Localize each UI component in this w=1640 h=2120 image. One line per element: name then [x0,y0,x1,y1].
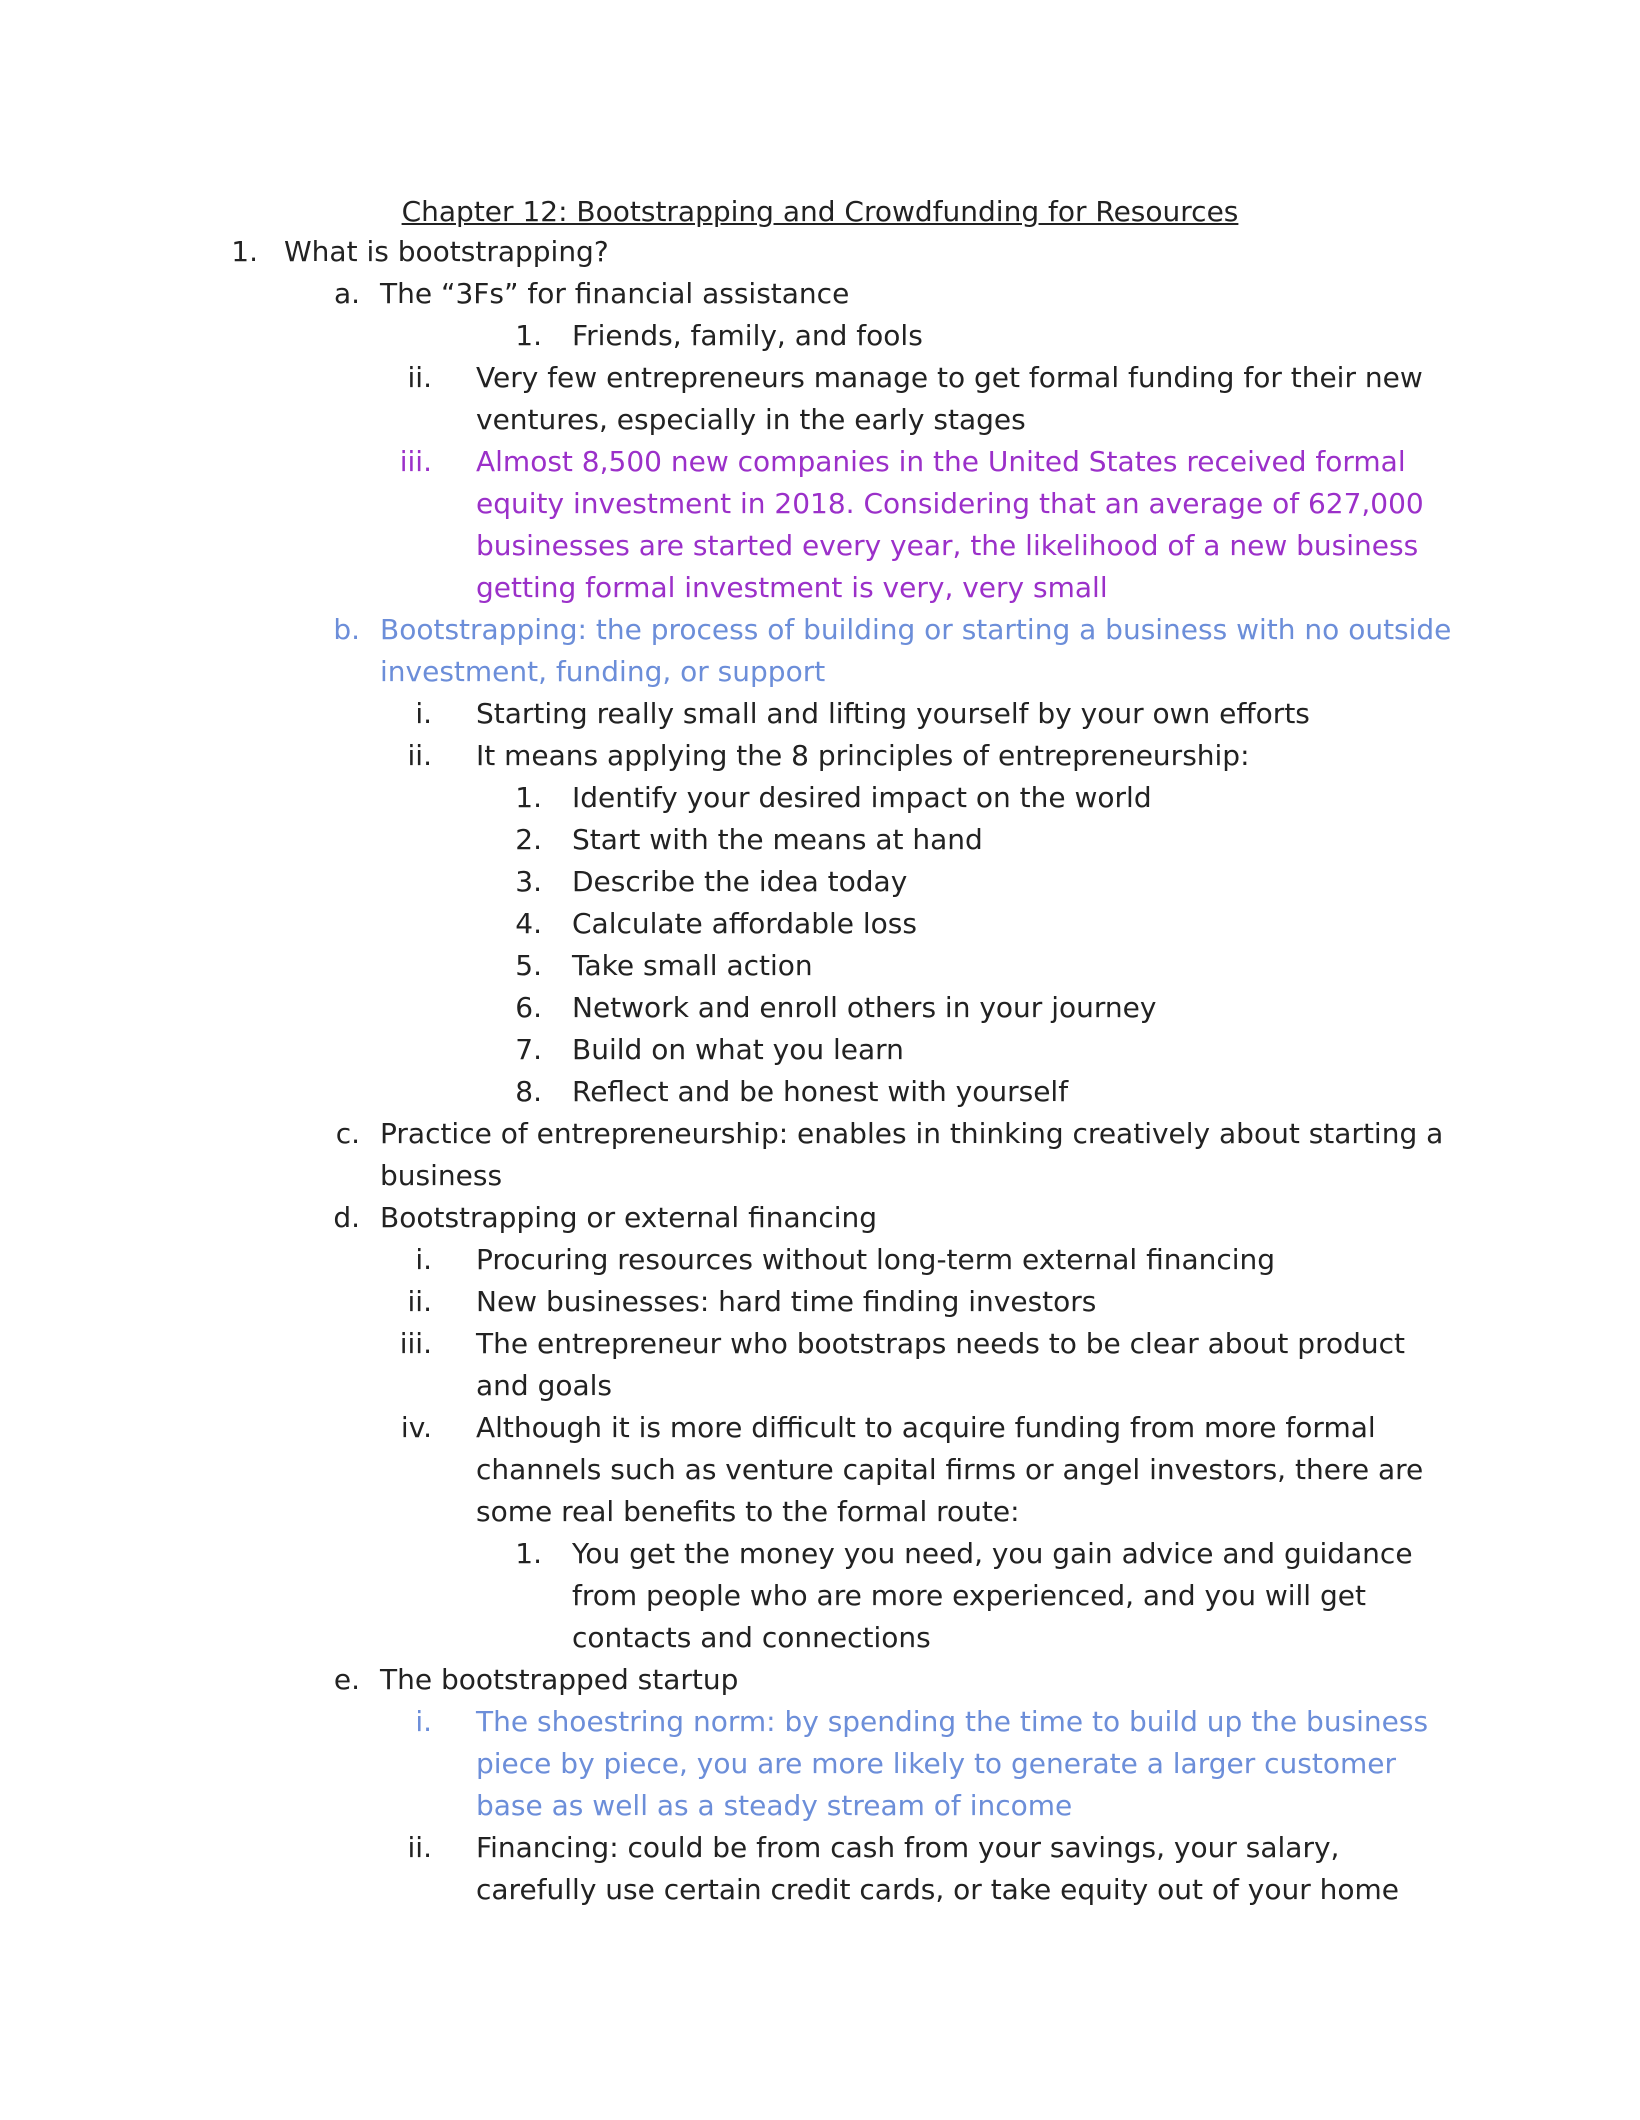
list-item: Bootstrapping: the process of building or starting a business with no outside [380,613,1452,646]
list-item: carefully use certain credit cards, or take equity out of your home [476,1873,1400,1906]
list-item: getting formal investment is very, very small [476,571,1108,604]
list-marker: 1. [515,781,542,814]
list-marker: 6. [515,991,542,1024]
list-item: piece by piece, you are more likely to generate a larger customer [476,1747,1396,1780]
list-item: New businesses: hard time finding investors [476,1285,1097,1318]
list-item: Calculate affordable loss [572,907,917,940]
list-marker: ii. [407,361,432,394]
list-marker: ii. [407,1831,432,1864]
list-item: Starting really small and lifting yourself by your own efforts [476,697,1310,730]
list-item: Procuring resources without long-term external financing [476,1243,1276,1276]
list-item: channels such as venture capital firms or angel investors, there are [476,1453,1424,1486]
list-marker: 3. [515,865,542,898]
list-item: contacts and connections [572,1621,931,1654]
list-item: Very few entrepreneurs manage to get formal funding for their new [476,361,1423,394]
list-marker: 5. [515,949,542,982]
list-item: ventures, especially in the early stages [476,403,1026,436]
list-item: Build on what you learn [572,1033,904,1066]
list-item: Identify your desired impact on the world [572,781,1152,814]
list-marker: d. [333,1201,360,1234]
list-marker: a. [333,277,360,310]
list-marker: b. [333,613,360,646]
list-marker: 4. [515,907,542,940]
list-item: Friends, family, and fools [572,319,923,352]
list-item: Bootstrapping or external financing [380,1201,878,1234]
list-item: Although it is more difficult to acquire funding from more formal [476,1411,1376,1444]
list-marker: ii. [407,739,432,772]
list-item: and goals [476,1369,613,1402]
list-marker: iii. [399,445,432,478]
list-item: base as well as a steady stream of income [476,1789,1073,1822]
list-marker: 2. [515,823,542,856]
list-item: It means applying the 8 principles of entrepreneurship: [476,739,1250,772]
list-item: Describe the idea today [572,865,908,898]
list-marker: ii. [407,1285,432,1318]
list-marker: 1. [231,235,258,268]
list-marker: i. [415,697,432,730]
list-item: Take small action [572,949,813,982]
list-item: The bootstrapped startup [380,1663,739,1696]
list-item: You get the money you need, you gain advice and guidance [572,1537,1413,1570]
page-title: Chapter 12: Bootstrapping and Crowdfunding for Resources [401,195,1239,228]
list-marker: 1. [515,319,542,352]
list-item: investment, funding, or support [380,655,826,688]
list-marker: iv. [400,1411,432,1444]
list-item: business [380,1159,503,1192]
list-item: Network and enroll others in your journey [572,991,1157,1024]
list-marker: e. [333,1663,360,1696]
list-item: The shoestring norm: by spending the time to build up the business [476,1705,1429,1738]
list-item: from people who are more experienced, and you will get [572,1579,1366,1612]
list-marker: i. [415,1243,432,1276]
list-item: Almost 8,500 new companies in the United States received formal [476,445,1406,478]
list-item: Start with the means at hand [572,823,983,856]
list-item: some real benefits to the formal route: [476,1495,1020,1528]
list-item: The “3Fs” for financial assistance [380,277,850,310]
list-item: The entrepreneur who bootstraps needs to be clear about product [476,1327,1405,1360]
list-marker: i. [415,1705,432,1738]
list-marker: 1. [515,1537,542,1570]
list-item: What is bootstrapping? [284,235,609,268]
list-item: equity investment in 2018. Considering that an average of 627,000 [476,487,1424,520]
list-marker: 8. [515,1075,542,1108]
list-marker: iii. [399,1327,432,1360]
list-item: Reflect and be honest with yourself [572,1075,1069,1108]
list-item: Practice of entrepreneurship: enables in thinking creatively about starting a [380,1117,1444,1150]
list-item: Financing: could be from cash from your savings, your salary, [476,1831,1340,1864]
list-marker: c. [335,1117,360,1150]
list-item: businesses are started every year, the likelihood of a new business [476,529,1419,562]
list-marker: 7. [515,1033,542,1066]
